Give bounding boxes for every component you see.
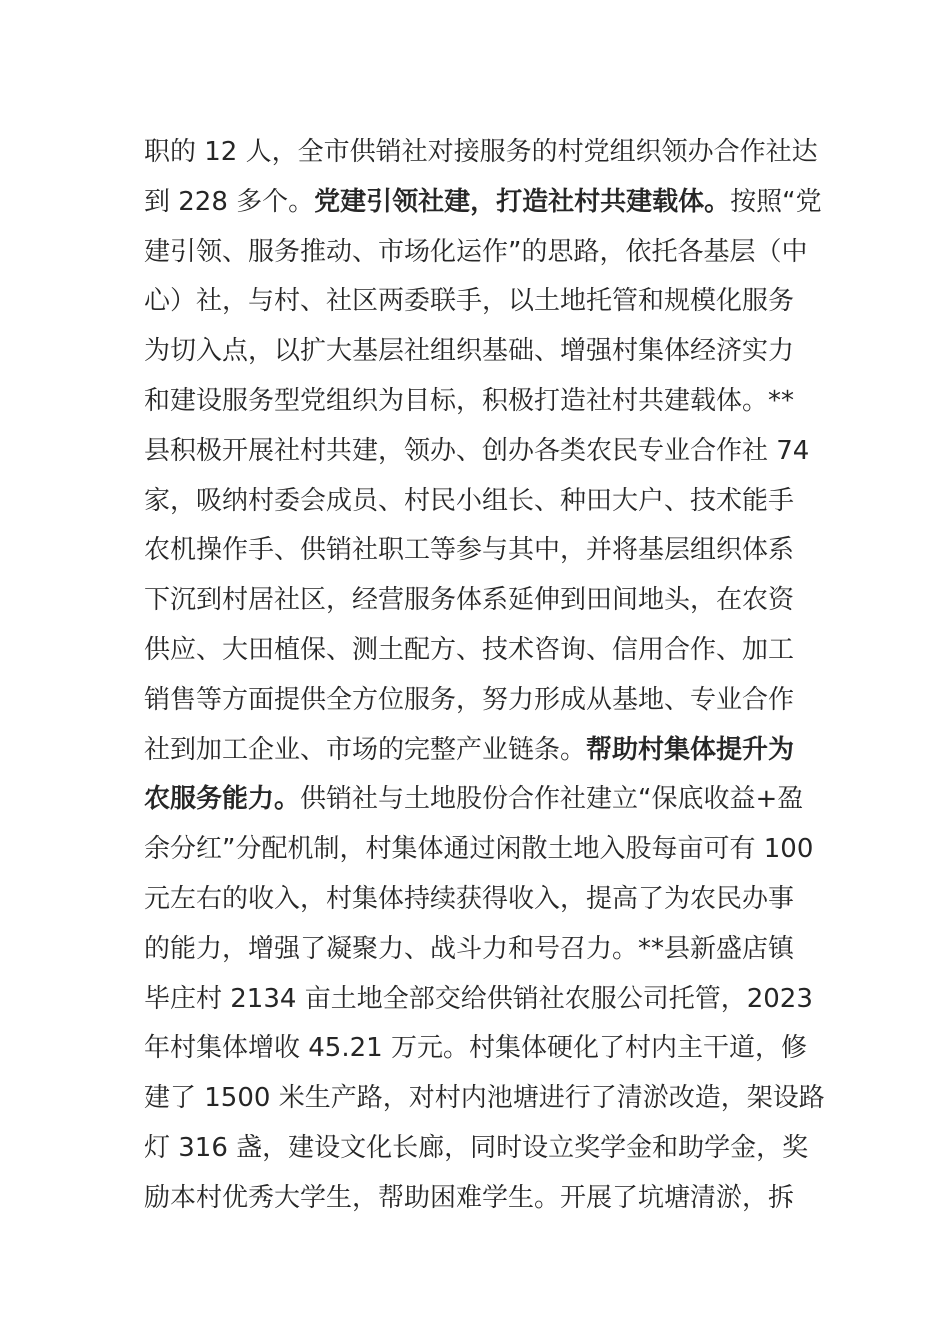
bold-heading-text: 帮助村集体提升为 xyxy=(586,734,795,765)
text-line xyxy=(144,1074,825,1124)
text-line xyxy=(144,1174,809,1224)
body-text: 元左右的收入，村集体持续获得收入，提高了为农民办事 xyxy=(144,883,795,914)
text-line xyxy=(144,128,818,178)
text-line xyxy=(144,526,809,576)
text-line xyxy=(144,825,814,875)
body-text: 供销社与土地股份合作社建立“保底收益+盈 xyxy=(300,784,804,815)
body-text: 职的 12 人，全市供销社对接服务的村党组织领办合作社达 xyxy=(144,137,818,167)
text-line xyxy=(144,875,809,925)
body-text: 按照“党 xyxy=(730,186,822,217)
body-text: 家，吸纳村委会成员、村民小组长、种田大户、技术能手 xyxy=(144,485,795,516)
body-text: 农机操作手、供销社职工等参与其中，并将基层组织体系 xyxy=(144,535,795,566)
body-text: 到 228 多个。 xyxy=(144,186,315,217)
body-text: 为切入点，以扩大基层社组织基础、增强村集体经济实力 xyxy=(144,336,795,367)
text-line xyxy=(144,277,809,327)
body-text: 建了 1500 米生产路，对村内池塘进行了清淤改造，架设路 xyxy=(144,1083,825,1114)
text-line xyxy=(144,975,813,1025)
body-text: 建引领、服务推动、市场化运作”的思路，依托各基层（中 xyxy=(144,236,808,267)
text-line xyxy=(144,1024,809,1074)
text-line xyxy=(144,1124,809,1174)
body-text: 下沉到村居社区，经营服务体系延伸到田间地头，在农资 xyxy=(144,585,795,616)
text-line xyxy=(144,676,809,726)
text-line xyxy=(144,726,809,776)
body-text: 社到加工企业、市场的完整产业链条。 xyxy=(144,734,587,765)
text-line xyxy=(144,477,809,527)
text-line xyxy=(144,427,809,477)
body-paragraph xyxy=(144,128,825,1224)
body-text: 县积极开展社村共建，领办、创办各类农民专业合作社 74 xyxy=(144,435,810,466)
body-text: 灯 316 盏，建设文化长廊，同时设立奖学金和助学金，奖 xyxy=(144,1132,809,1163)
text-line xyxy=(144,327,809,377)
text-line xyxy=(144,377,809,427)
body-text: 供应、大田植保、测土配方、技术咨询、信用合作、加工 xyxy=(144,634,795,665)
bold-heading-text: 党建引领社建，打造社村共建载体。 xyxy=(314,186,731,217)
text-line xyxy=(144,178,822,228)
body-text: 年村集体增收 45.21 万元。村集体硬化了村内主干道，修 xyxy=(144,1033,807,1064)
body-text: 余分红”分配机制，村集体通过闲散土地入股每亩可有 100 xyxy=(144,834,814,865)
body-text: 励本村优秀大学生，帮助困难学生。开展了坑塘清淤，拆 xyxy=(144,1182,795,1213)
text-line xyxy=(144,228,809,278)
text-line xyxy=(144,925,809,975)
body-text: 和建设服务型党组织为目标，积极打造社村共建载体。** xyxy=(144,385,795,416)
text-line xyxy=(144,576,809,626)
body-text: 的能力，增强了凝聚力、战斗力和号召力。**县新盛店镇 xyxy=(144,933,795,964)
text-line xyxy=(144,626,809,676)
body-text: 毕庄村 2134 亩土地全部交给供销社农服公司托管，2023 xyxy=(144,983,813,1014)
text-line xyxy=(144,775,809,825)
body-text: 销售等方面提供全方位服务，努力形成从基地、专业合作 xyxy=(144,684,795,715)
bold-heading-text: 农服务能力。 xyxy=(144,784,301,815)
body-text: 心）社，与村、社区两委联手，以土地托管和规模化服务 xyxy=(144,286,795,317)
